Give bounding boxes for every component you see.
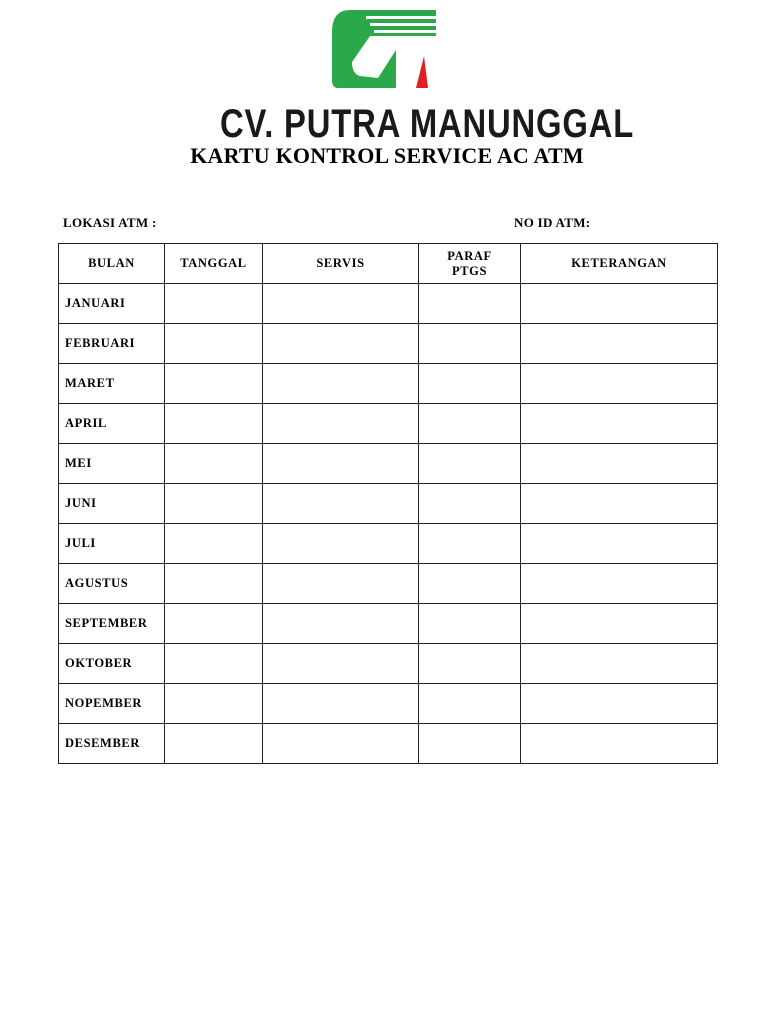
- tanggal-cell[interactable]: [165, 324, 263, 364]
- tanggal-cell[interactable]: [165, 484, 263, 524]
- tanggal-cell[interactable]: [165, 444, 263, 484]
- servis-cell[interactable]: [263, 644, 419, 684]
- keterangan-cell[interactable]: [521, 684, 718, 724]
- servis-cell[interactable]: [263, 684, 419, 724]
- tanggal-cell[interactable]: [165, 684, 263, 724]
- page-title: KARTU KONTROL SERVICE AC ATM: [190, 143, 584, 168]
- keterangan-cell[interactable]: [521, 364, 718, 404]
- header-paraf-ptgs: PARAF PTGS: [419, 244, 521, 284]
- table-row: [59, 284, 718, 324]
- paraf-cell[interactable]: [419, 324, 521, 364]
- month-cell: OKTOBER: [59, 644, 165, 684]
- keterangan-cell[interactable]: [521, 524, 718, 564]
- header-servis: SERVIS: [263, 244, 419, 284]
- tanggal-cell[interactable]: [165, 364, 263, 404]
- month-cell: APRIL: [59, 404, 165, 444]
- no-id-atm-label: NO ID ATM:: [514, 215, 591, 230]
- service-control-table: [58, 243, 718, 764]
- servis-cell[interactable]: [263, 364, 419, 404]
- table-row: [59, 524, 718, 564]
- paraf-cell[interactable]: [419, 724, 521, 764]
- keterangan-cell[interactable]: [521, 404, 718, 444]
- tanggal-cell[interactable]: [165, 564, 263, 604]
- company-name: CV. PUTRA MANUNGGAL: [220, 102, 635, 146]
- servis-cell[interactable]: [263, 524, 419, 564]
- table-row: [59, 724, 718, 764]
- servis-cell[interactable]: [263, 284, 419, 324]
- logo-stripe: [374, 30, 436, 33]
- company-logo: [220, 6, 635, 146]
- servis-cell[interactable]: [263, 564, 419, 604]
- keterangan-cell[interactable]: [521, 324, 718, 364]
- table-row: [59, 604, 718, 644]
- tanggal-cell[interactable]: [165, 524, 263, 564]
- month-cell: MARET: [59, 364, 165, 404]
- tanggal-cell[interactable]: [165, 604, 263, 644]
- lokasi-atm-label: LOKASI ATM :: [63, 215, 157, 230]
- paraf-cell[interactable]: [419, 684, 521, 724]
- month-cell: JUNI: [59, 484, 165, 524]
- month-cell: FEBRUARI: [59, 324, 165, 364]
- paraf-cell[interactable]: [419, 484, 521, 524]
- servis-cell[interactable]: [263, 724, 419, 764]
- paraf-cell[interactable]: [419, 644, 521, 684]
- month-cell: DESEMBER: [59, 724, 165, 764]
- table-row: [59, 324, 718, 364]
- paraf-cell[interactable]: [419, 604, 521, 644]
- tanggal-cell[interactable]: [165, 644, 263, 684]
- keterangan-cell[interactable]: [521, 604, 718, 644]
- header-bulan: BULAN: [59, 244, 165, 284]
- servis-cell[interactable]: [263, 404, 419, 444]
- logo-stripe: [370, 23, 436, 26]
- paraf-cell[interactable]: [419, 524, 521, 564]
- paraf-cell[interactable]: [419, 284, 521, 324]
- month-cell: SEPTEMBER: [59, 604, 165, 644]
- paraf-cell[interactable]: [419, 364, 521, 404]
- paraf-cell[interactable]: [419, 404, 521, 444]
- logo-stripe: [366, 16, 436, 19]
- tanggal-cell[interactable]: [165, 404, 263, 444]
- servis-cell[interactable]: [263, 484, 419, 524]
- table-row: [59, 564, 718, 604]
- servis-cell[interactable]: [263, 444, 419, 484]
- paraf-cell[interactable]: [419, 564, 521, 604]
- keterangan-cell[interactable]: [521, 284, 718, 324]
- logo-mark-icon: [220, 6, 560, 106]
- paraf-cell[interactable]: [419, 444, 521, 484]
- keterangan-cell[interactable]: [521, 724, 718, 764]
- tanggal-cell[interactable]: [165, 724, 263, 764]
- month-cell: JANUARI: [59, 284, 165, 324]
- table-row: [59, 404, 718, 444]
- keterangan-cell[interactable]: [521, 644, 718, 684]
- keterangan-cell[interactable]: [521, 564, 718, 604]
- header-tanggal: TANGGAL: [165, 244, 263, 284]
- logo-red-shape: [416, 56, 428, 88]
- month-cell: NOPEMBER: [59, 684, 165, 724]
- table-row: [59, 684, 718, 724]
- table-row: [59, 484, 718, 524]
- month-cell: JULI: [59, 524, 165, 564]
- logo-wordmark: [220, 100, 635, 146]
- table-header-row: [59, 244, 718, 284]
- keterangan-cell[interactable]: [521, 484, 718, 524]
- servis-cell[interactable]: [263, 604, 419, 644]
- month-cell: MEI: [59, 444, 165, 484]
- tanggal-cell[interactable]: [165, 284, 263, 324]
- month-cell: AGUSTUS: [59, 564, 165, 604]
- table-row: [59, 444, 718, 484]
- servis-cell[interactable]: [263, 324, 419, 364]
- table-row: [59, 644, 718, 684]
- keterangan-cell[interactable]: [521, 444, 718, 484]
- header-keterangan: KETERANGAN: [521, 244, 718, 284]
- table-row: [59, 364, 718, 404]
